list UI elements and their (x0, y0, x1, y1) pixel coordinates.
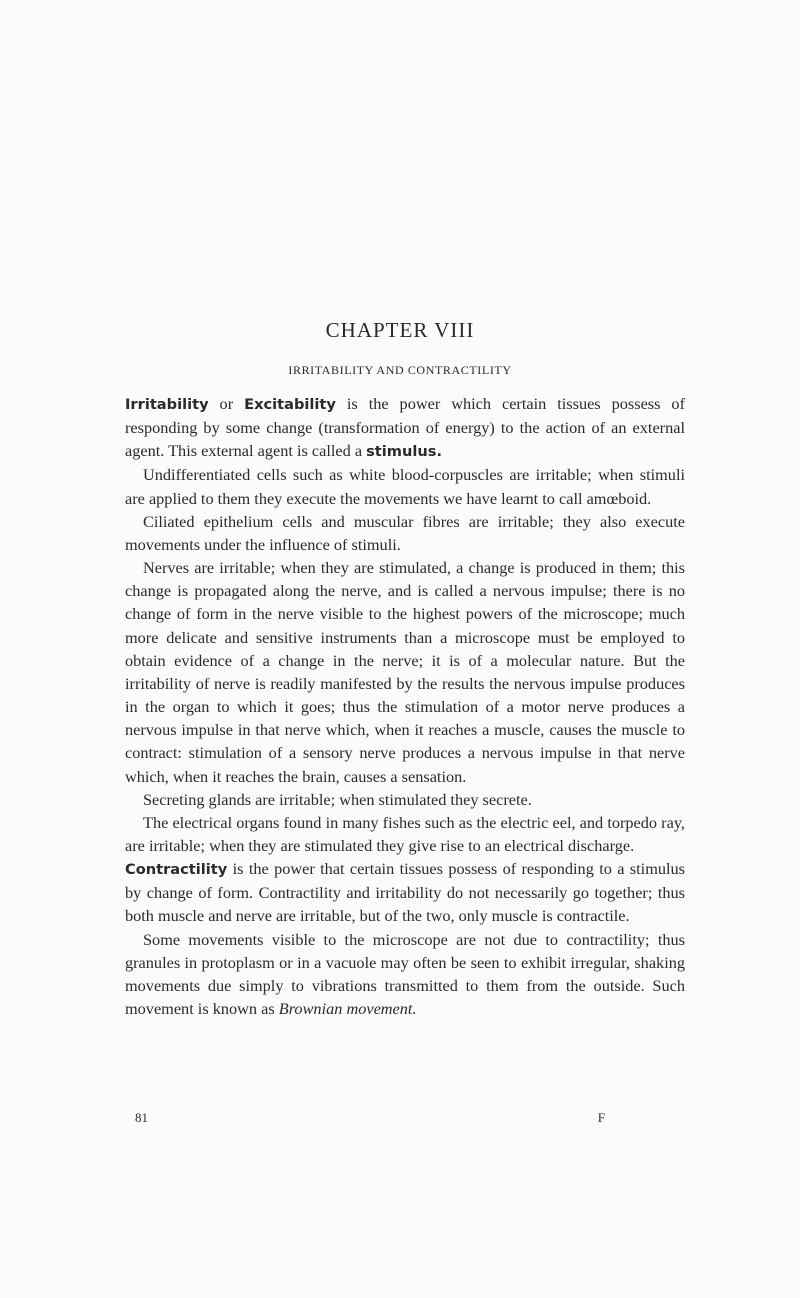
paragraph-brownian-movement (125, 928, 685, 1021)
paragraph-undifferentiated-cells: Undifferentiated cells such as white blood-corpuscles are irritable; when stimuli are applied to them they execute the movements we have learnt to call amœboid. (125, 465, 685, 508)
paragraph-ciliated-epithelium: Ciliated epithelium cells and muscular fibres are irritable; they also execute movements under the influence of stimuli. (125, 511, 685, 554)
chapter-title: CHAPTER VIII (325, 318, 475, 342)
paragraph-text: Some movements visible to the microscope are not due to contractility; thus granules in protoplasm or in a vacuole may often be seen to exhibit irregular, shaking movements due simply to vibrations transmitted to them from the outside. Such movement is known as (125, 929, 685, 1019)
term-excitability: Excitability (244, 396, 336, 413)
paragraph-secreting-glands: Secreting glands are irritable; when stimulated they secrete. (143, 789, 532, 809)
term-stimulus: stimulus. (366, 443, 443, 461)
paragraph-contractility (125, 857, 685, 927)
paragraph-electrical-organs: The electrical organs found in many fishes such as the electric eel, and torpedo ray, are irritable; when they are stimulated they give rise to an electrical discharge. (125, 812, 685, 855)
term-brownian-movement: Brownian movement. (278, 999, 417, 1019)
paragraph-text: is the power which certain tissues possess of responding by some change (transformation of energy) to the action of an external agent. This external agent is called a (125, 394, 685, 461)
chapter-subtitle: IRRITABILITY AND CONTRACTILITY (288, 363, 512, 377)
paragraph-text: or (208, 394, 245, 413)
paragraph-irritability (125, 392, 685, 463)
body-text (125, 392, 685, 1020)
paragraph-nerves: Nerves are irritable; when they are stimulated, a change is produced in them; this change is propagated along the nerve, and is called a nervous impulse; there is no change of form in the nerve visible to the highest powers of the microscope; much more delicate and sensitive instruments than a microscope must be employed to obtain evidence of a change in the nerve; it is of a molecular nature. But the irritability of nerve is readily manifested by the results the nervous impulse produces in the organ to which it goes; thus the stimulation of a motor nerve produces a nervous impulse in that nerve which, when it reaches a muscle, causes the muscle to contract: stimulation of a sensory nerve produces a nervous impulse in that nerve which, when it reaches the brain, causes a sensation. (125, 558, 685, 786)
paragraph-text: is the power that certain tissues possess of responding to a stimulus by change of form. Contractility and irritability do not necessarily go together; thus both muscle and nerve are irritable, but of the two, only muscle is contractile. (125, 859, 685, 926)
term-irritability: Irritability (125, 396, 209, 413)
signature-mark: F (597, 1110, 605, 1125)
page-number: 81 (135, 1110, 148, 1125)
term-contractility: Contractility (125, 861, 228, 879)
